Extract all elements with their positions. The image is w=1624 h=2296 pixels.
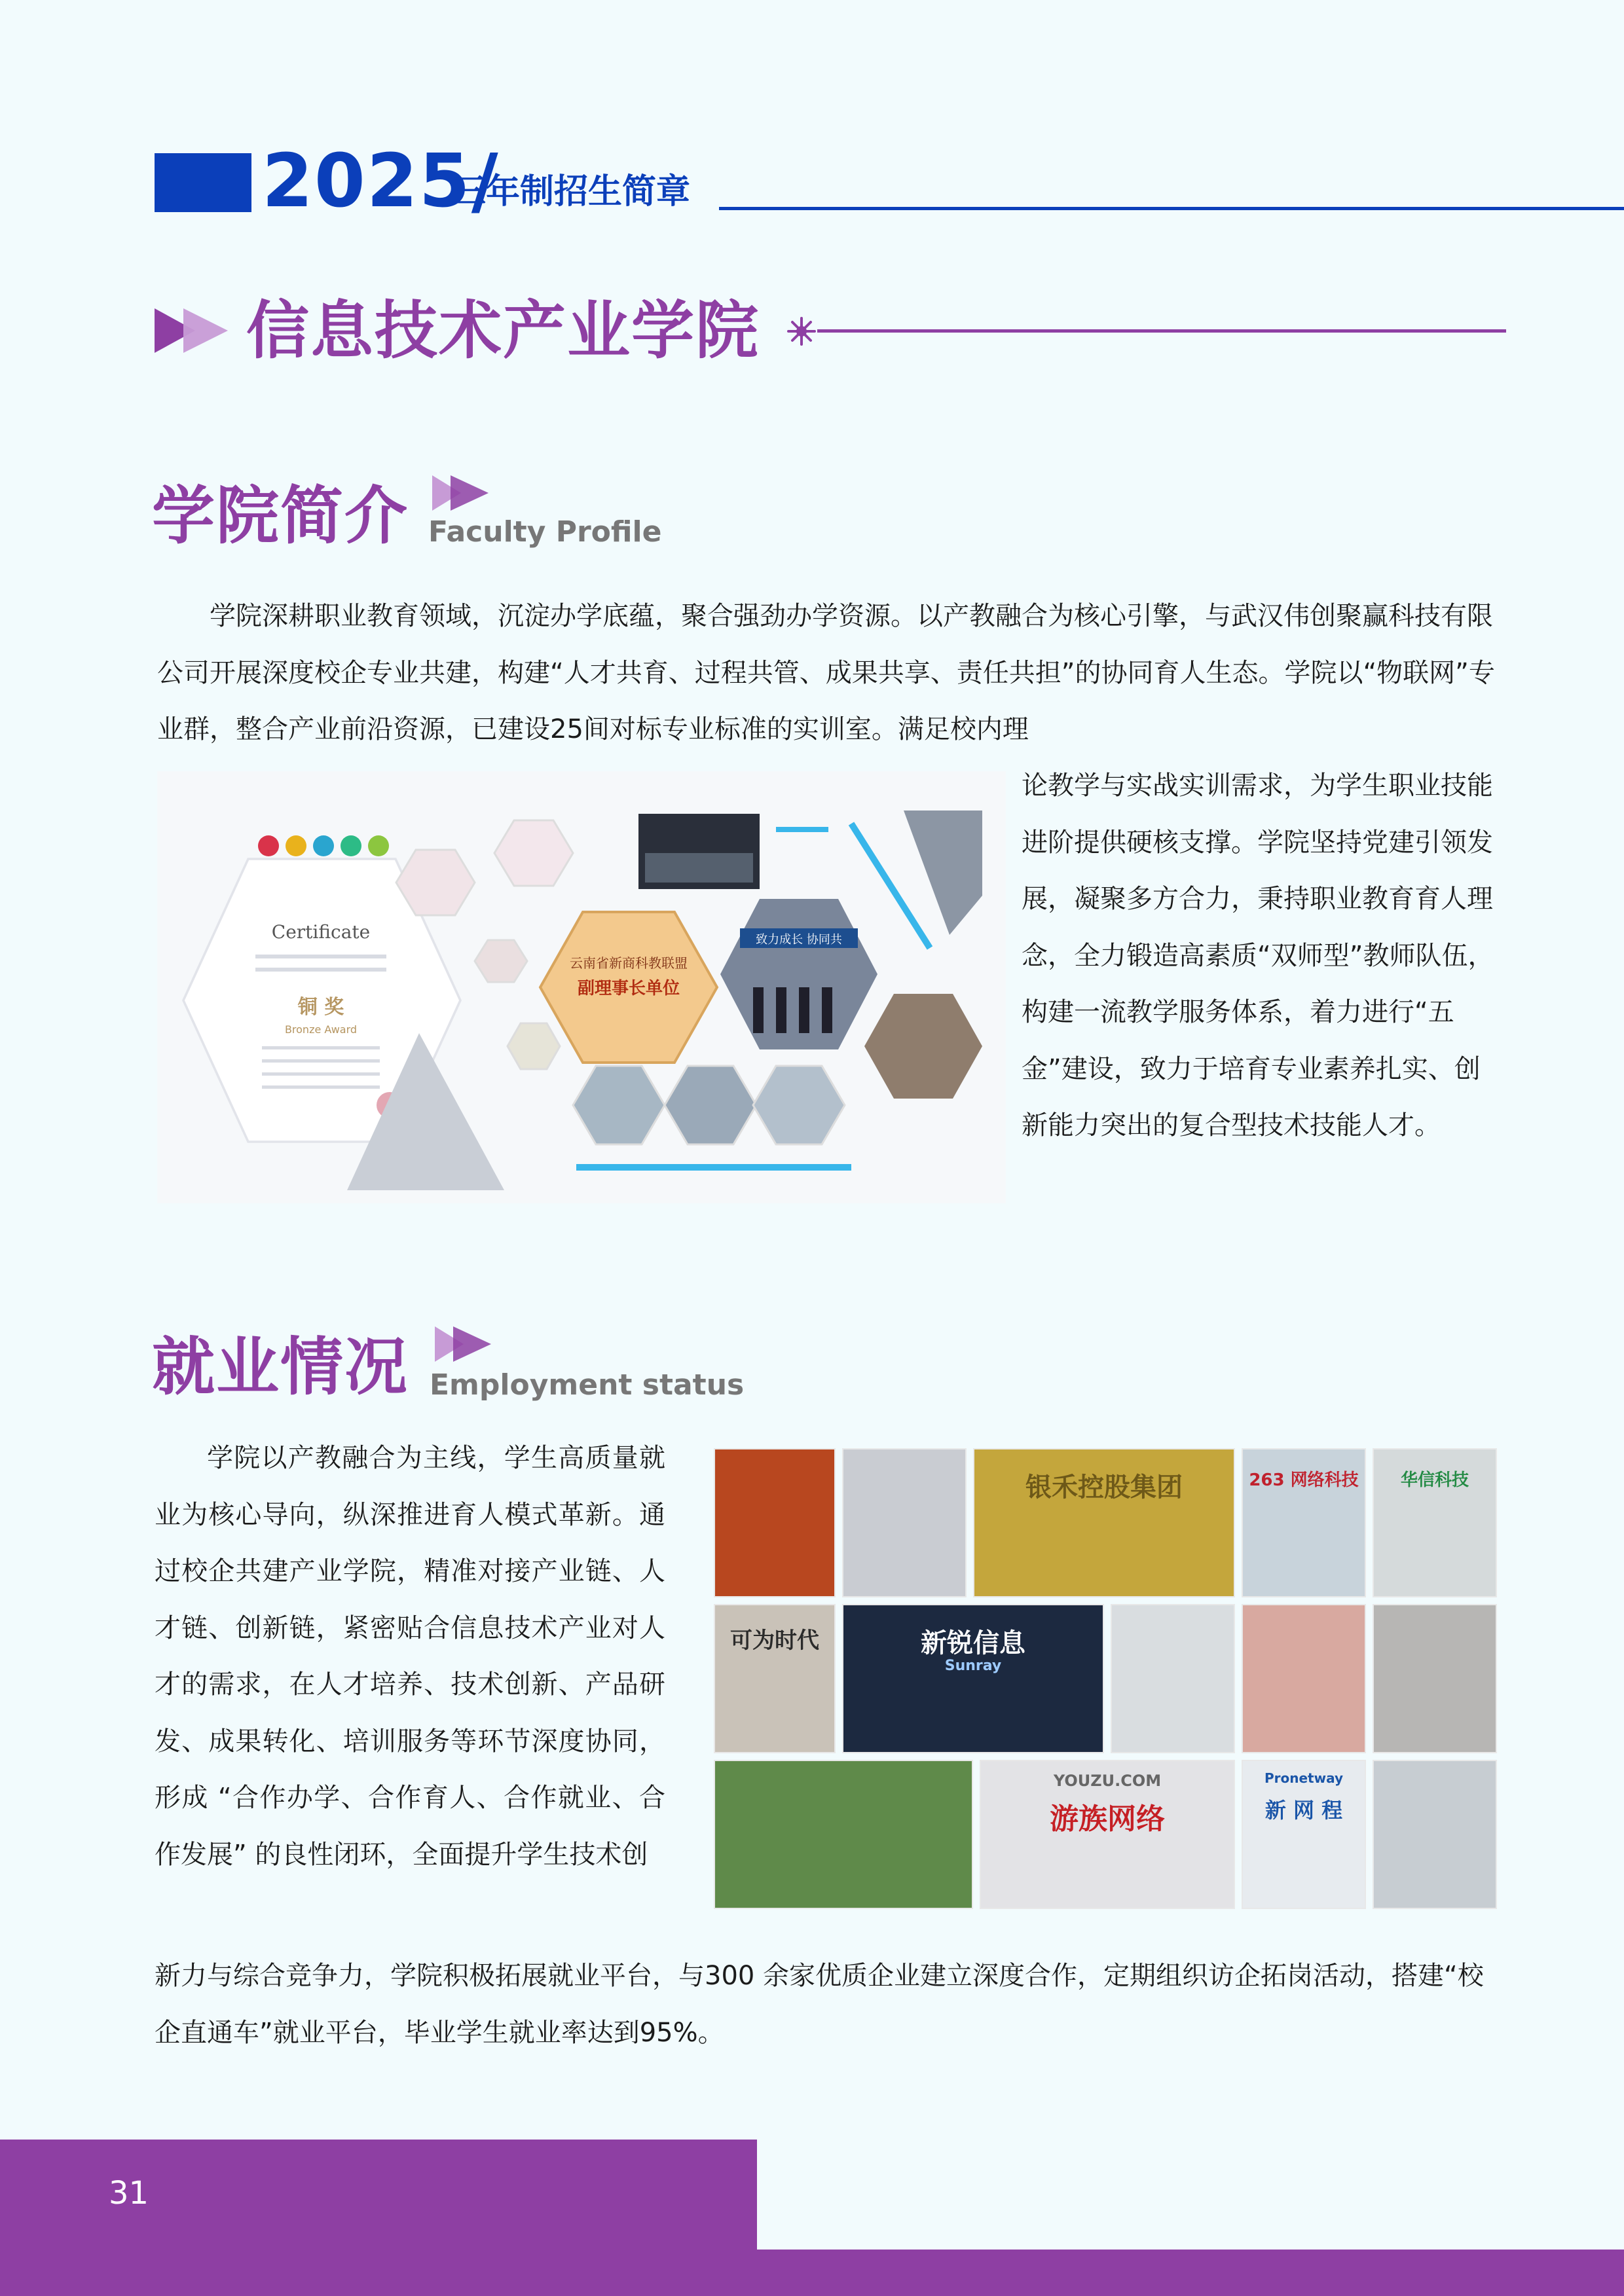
graduate-photo	[1111, 1604, 1235, 1753]
graduate-photo	[842, 1448, 967, 1597]
wall-text: 致力成长 协同共	[756, 933, 842, 947]
graduate-photo	[714, 1760, 973, 1909]
header-year: 2025/	[262, 139, 500, 224]
graduate-photo	[842, 1604, 1104, 1753]
footer-band-left	[0, 2140, 757, 2296]
company-sign: 263 网络科技	[1249, 1470, 1359, 1490]
header-subtitle: 三年制招生简章	[452, 172, 691, 211]
graduate-photo-grid	[714, 1448, 1506, 1913]
section-subtitle-faculty-profile: Faculty Profile	[428, 515, 662, 549]
award-en: Bronze Award	[284, 1023, 358, 1036]
company-sign-en: Sunray	[944, 1658, 1002, 1674]
footer-band-right	[757, 2250, 1624, 2296]
header-color-block	[155, 153, 251, 212]
company-sign-en: YOUZU.COM	[1053, 1772, 1162, 1790]
graduate-photo	[1242, 1448, 1366, 1597]
graduate-photo	[1242, 1760, 1366, 1909]
faculty-intro-paragraph: 学院深耕职业教育领域，沉淀办学底蕴，聚合强劲办学资源。以产教融合为核心引擎，与武汉伟创聚赢科技有限公司开展深度校企专业共建，构建“人才共育、过程共管、成果共享、责任共担”的协同育人生态。学院以“物联网”专业群，整合产业前沿资源，已建设25间对标专业标准的实训室。满足校内理	[157, 601, 1495, 744]
graduate-photo	[1373, 1760, 1497, 1909]
plaque-line-1: 云南省新商科教联盟	[570, 955, 688, 971]
double-arrow-icon	[155, 304, 233, 357]
employment-paragraph-continued: 新力与综合竞争力，学院积极拓展就业平台，与300 余家优质企业建立深度合作，定期组织访企拓岗活动，搭建“校企直通车”就业平台，毕业学生就业率达到95%。	[155, 1961, 1484, 2048]
company-sign: 新 网 程	[1264, 1798, 1343, 1823]
company-sign-en: Pronetway	[1264, 1770, 1344, 1786]
company-sign: 新锐信息	[921, 1628, 1025, 1658]
college-title: 信息技术产业学院	[246, 294, 760, 367]
graduate-photo	[714, 1448, 836, 1597]
company-sign: 可为时代	[730, 1628, 819, 1654]
honors-wall-photo	[157, 771, 1006, 1203]
graduate-photo	[973, 1448, 1235, 1597]
section-title-employment: 就业情况	[152, 1330, 409, 1404]
graduate-photo	[1373, 1604, 1497, 1753]
header-divider	[719, 207, 1624, 210]
graduate-photo	[1373, 1448, 1497, 1597]
graduate-photo	[1242, 1604, 1366, 1753]
company-sign: 银禾控股集团	[1025, 1472, 1183, 1503]
graduate-photo	[980, 1760, 1235, 1909]
company-sign: 游族网络	[1050, 1802, 1165, 1836]
company-sign: 华信科技	[1400, 1470, 1469, 1490]
faculty-intro-paragraph-continued: 论教学与实战实训需求，为学生职业技能进阶提供硬核支撑。学院坚持党建引领发展，凝聚多方合力，秉持职业教育育人理念，全力锻造高素质“双师型”教师队伍，构建一流教学服务体系，着力进行“五金”建设，致力于培育专业素养扎实、创新能力突出的复合型技术技能人才。	[1022, 771, 1494, 1140]
plaque-line-2: 副理事长单位	[577, 979, 680, 998]
section-title-faculty-profile: 学院简介	[152, 479, 409, 553]
section-subtitle-employment: Employment status	[430, 1368, 745, 1402]
double-arrow-icon	[434, 1324, 494, 1364]
award-cn: 铜 奖	[297, 996, 344, 1019]
certificate-title: Certificate	[271, 921, 371, 943]
title-divider	[817, 329, 1506, 333]
page-number: 31	[109, 2175, 149, 2212]
employment-paragraph: 学院以产教融合为主线，学生高质量就业为核心导向，纵深推进育人模式革新。通过校企共建产业学院，精准对接产业链、人才链、创新链，紧密贴合信息技术产业对人才的需求，在人才培养、技术创新、产品研发、成果转化、培训服务等环节深度协同，形成 “合作办学、合作育人、合作就业、合作发展” 的良性闭环，全面提升学生技术创	[155, 1443, 665, 1870]
double-arrow-icon	[431, 473, 491, 513]
starburst-icon	[787, 317, 816, 346]
graduate-photo	[714, 1604, 836, 1753]
